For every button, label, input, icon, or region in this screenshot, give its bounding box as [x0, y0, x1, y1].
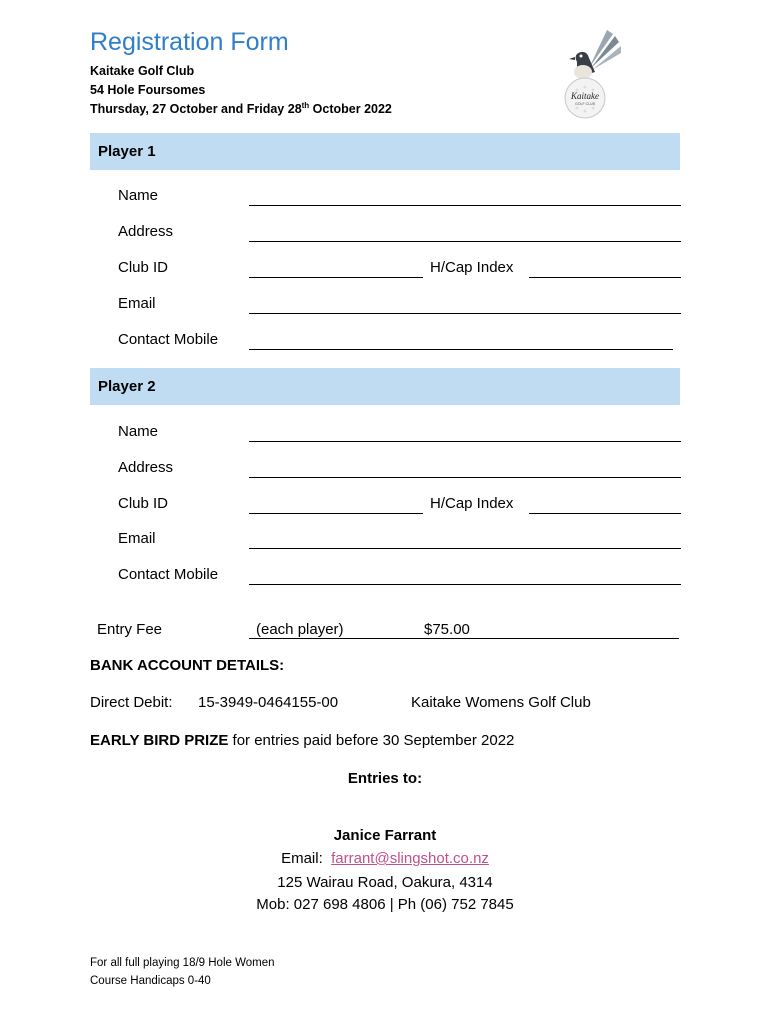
- player1-hcap-label: H/Cap Index: [430, 259, 514, 276]
- logo-subtext: GOLF CLUB: [575, 102, 595, 106]
- club-name: Kaitake Golf Club: [90, 64, 195, 78]
- player2-email-label: Email: [118, 530, 156, 547]
- player1-email-field[interactable]: [249, 313, 681, 314]
- entry-fee-label: Entry Fee: [97, 621, 163, 638]
- player1-heading: Player 1: [98, 143, 156, 160]
- contact-address: 125 Wairau Road, Oakura, 4314: [277, 874, 493, 891]
- early-bird-text: EARLY BIRD PRIZE for entries paid before 30 September 2022: [90, 732, 515, 749]
- player1-address-label: Address: [118, 223, 174, 240]
- player2-section-header: [90, 368, 680, 405]
- contact-phones: Mob: 027 698 4806 | Ph (06) 752 7845: [256, 896, 514, 913]
- player1-hcap-field[interactable]: [529, 277, 681, 278]
- player1-name-field[interactable]: [249, 205, 681, 206]
- player1-section-header: [90, 133, 680, 170]
- player2-club-id-label: Club ID: [118, 495, 169, 512]
- player1-club-id-field[interactable]: [249, 277, 423, 278]
- player2-hcap-label: H/Cap Index: [430, 495, 514, 512]
- club-logo: [555, 26, 629, 122]
- entries-heading: Entries to:: [347, 770, 423, 787]
- footer-line-2: Course Handicaps 0-40: [90, 975, 211, 987]
- logo-text: Kaitake: [571, 91, 599, 101]
- entry-fee-underline: [249, 638, 679, 639]
- player2-address-field[interactable]: [249, 477, 681, 478]
- fantail-bird-icon: [569, 30, 621, 79]
- bank-heading: BANK ACCOUNT DETAILS:: [90, 657, 285, 674]
- player1-mobile-label: Contact Mobile: [118, 331, 219, 348]
- player2-mobile-label: Contact Mobile: [118, 566, 219, 583]
- player2-heading: Player 2: [98, 378, 156, 395]
- player2-name-label: Name: [118, 423, 159, 440]
- contact-email-link[interactable]: farrant@slingshot.co.nz: [331, 850, 489, 867]
- player2-address-label: Address: [118, 459, 174, 476]
- player2-hcap-field[interactable]: [529, 513, 681, 514]
- entry-fee-amount: $75.00: [424, 621, 470, 638]
- player1-address-field[interactable]: [249, 241, 681, 242]
- bank-account-number: 15-3949-0464155-00: [198, 694, 339, 711]
- player1-mobile-field[interactable]: [249, 349, 673, 350]
- entry-fee-note: (each player): [256, 621, 344, 638]
- direct-debit-label: Direct Debit:: [90, 694, 173, 711]
- player1-club-id-label: Club ID: [118, 259, 169, 276]
- bank-account-name: Kaitake Womens Golf Club: [411, 694, 591, 711]
- player1-email-label: Email: [118, 295, 156, 312]
- footer-line-1: For all full playing 18/9 Hole Women: [90, 957, 275, 969]
- event-name: 54 Hole Foursomes: [90, 83, 206, 97]
- player2-club-id-field[interactable]: [249, 513, 423, 514]
- contact-email-line: Email: farrant@slingshot.co.nz: [281, 850, 489, 867]
- player2-name-field[interactable]: [249, 441, 681, 442]
- event-date: Thursday, 27 October and Friday 28th October 2022: [90, 101, 392, 117]
- player1-name-label: Name: [118, 187, 159, 204]
- player2-email-field[interactable]: [249, 548, 681, 549]
- contact-name: Janice Farrant: [333, 827, 437, 844]
- player2-mobile-field[interactable]: [249, 584, 681, 585]
- page-title: Registration Form: [90, 28, 289, 56]
